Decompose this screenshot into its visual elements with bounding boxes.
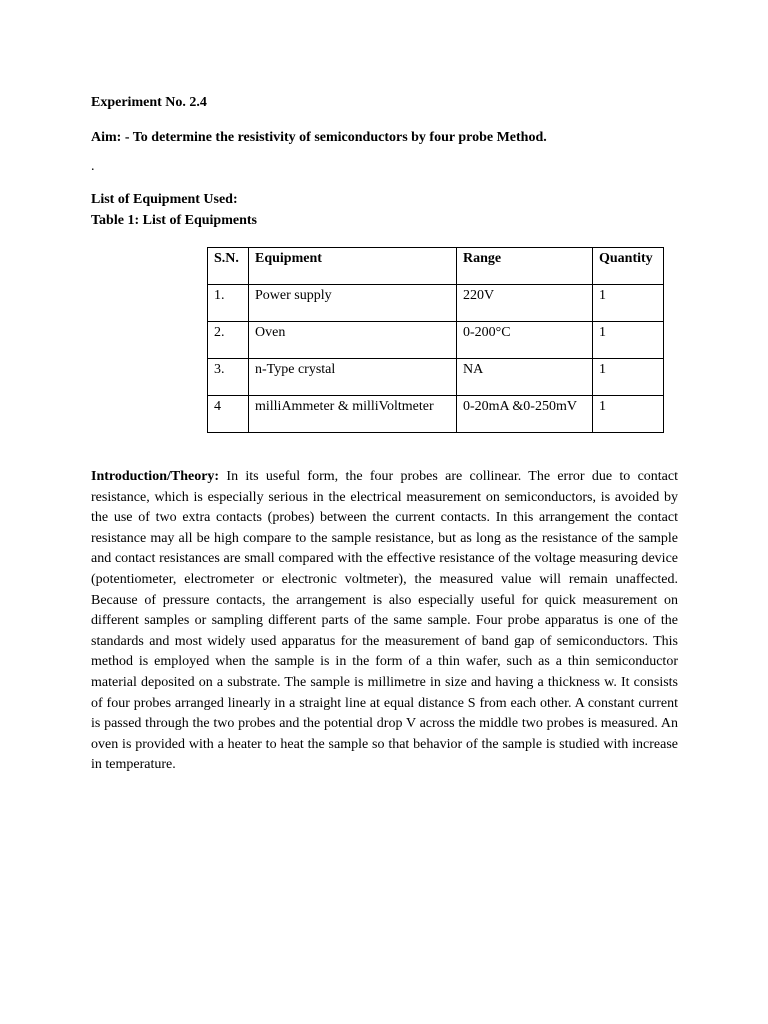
cell-quantity: 1 bbox=[593, 285, 664, 322]
intro-text: In its useful form, the four probes are collinear. The error due to contact resistance, which is especially serious in the electrical measurement on semiconductors, is avoided by the use of two extra contacts (probes) between the current contacts. In this arrangement the contact resistance may all be high compare to the sample resistance, but as long as the resistance of the sample and contact resistances are small compared with the effective resistance of the voltage measuring device (potentiometer, electrometer or electronic voltmeter), the measured value will remain unaffected. Because of pressure contacts, the arrangement is also especially useful for quick measurement on different samples or sampling different parts of the same sample. Four probe apparatus is one of the standards and most widely used apparatus for the measurement of band gap of semiconductors. This method is employed when the sample is in the form of a thin wafer, such as a thin semiconductor material deposited on a substrate. The sample is millimetre in size and having a thickness w. It consists of four probes arranged linearly in a straight line at equal distance S from each other. A constant current is passed through the two probes and the potential drop V across the middle two probes is measured. An oven is provided with a heater to heat the sample so that behavior of the sample is studied with increase in temperature. bbox=[91, 469, 678, 773]
header-equipment: Equipment bbox=[249, 248, 457, 285]
cell-equipment: Oven bbox=[249, 322, 457, 359]
cell-sn: 4 bbox=[208, 396, 249, 433]
cell-quantity: 1 bbox=[593, 359, 664, 396]
cell-sn: 2. bbox=[208, 322, 249, 359]
cell-range: 220V bbox=[457, 285, 593, 322]
equipment-table bbox=[207, 247, 664, 433]
table-row bbox=[208, 396, 664, 433]
introduction-paragraph bbox=[91, 467, 678, 776]
cell-quantity: 1 bbox=[593, 396, 664, 433]
cell-range: 0-20mA &0-250mV bbox=[457, 396, 593, 433]
table-row bbox=[208, 359, 664, 396]
cell-equipment: Power supply bbox=[249, 285, 457, 322]
table-row bbox=[208, 285, 664, 322]
stray-dot: . bbox=[91, 159, 95, 174]
cell-range: NA bbox=[457, 359, 593, 396]
cell-sn: 1. bbox=[208, 285, 249, 322]
table-caption: Table 1: List of Equipments bbox=[91, 213, 257, 228]
table-row bbox=[208, 322, 664, 359]
cell-equipment: milliAmmeter & milliVoltmeter bbox=[249, 396, 457, 433]
experiment-number: Experiment No. 2.4 bbox=[91, 95, 207, 110]
header-range: Range bbox=[457, 248, 593, 285]
equipment-heading: List of Equipment Used: bbox=[91, 192, 238, 207]
intro-label: Introduction/Theory: bbox=[91, 469, 220, 484]
cell-range: 0-200°C bbox=[457, 322, 593, 359]
cell-quantity: 1 bbox=[593, 322, 664, 359]
header-quantity: Quantity bbox=[593, 248, 664, 285]
cell-sn: 3. bbox=[208, 359, 249, 396]
aim-statement: Aim: - To determine the resistivity of semiconductors by four probe Method. bbox=[91, 130, 547, 145]
cell-equipment: n-Type crystal bbox=[249, 359, 457, 396]
header-sn: S.N. bbox=[208, 248, 249, 285]
table-header-row bbox=[208, 248, 664, 285]
